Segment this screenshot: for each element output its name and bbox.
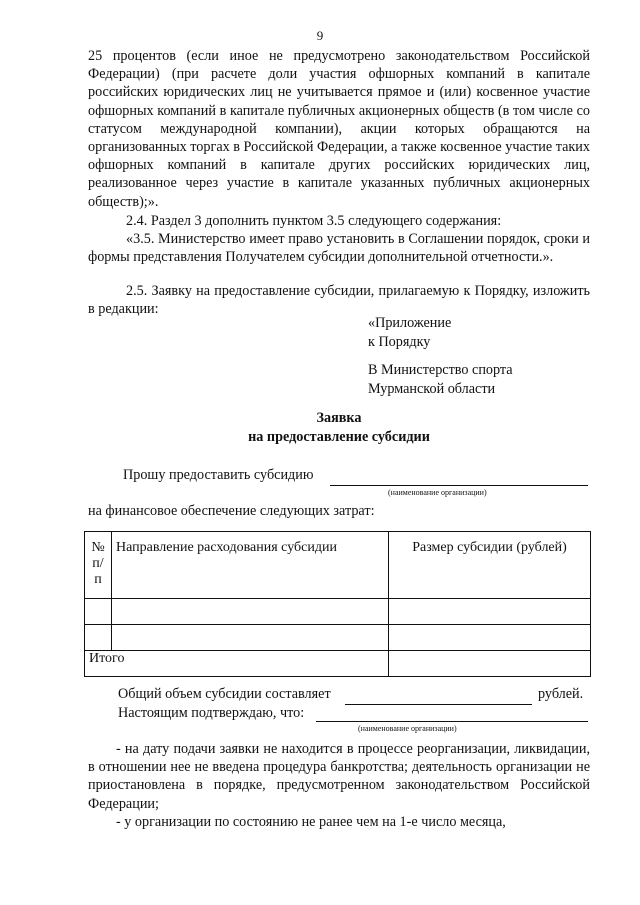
table-row	[85, 599, 591, 625]
table-cell[interactable]	[85, 599, 112, 625]
paragraph-2-4-text: 2.4. Раздел 3 дополнить пунктом 3.5 следующего содержания:	[126, 213, 502, 229]
confirm-organization-field[interactable]	[316, 706, 588, 722]
paragraph-2-5	[88, 282, 590, 318]
for-costs-text: на финансовое обеспечение следующих затрат:	[88, 503, 375, 519]
table-cell[interactable]	[85, 625, 112, 651]
paragraph-3-5	[88, 230, 590, 266]
table-header-row	[85, 532, 591, 599]
appendix-line-1: «Приложение	[368, 315, 452, 331]
total-subsidy-text: Общий объем субсидии составляет	[118, 686, 331, 702]
total-amount-cell[interactable]	[389, 651, 591, 677]
addressee-line-2: Мурманской области	[368, 380, 496, 397]
organization-name-field[interactable]	[330, 468, 588, 486]
table-cell[interactable]	[389, 599, 591, 625]
paragraph-continuation: 25 процентов (если иное не предусмотрено законодательством Российской Федерации) (при расчете доли участия офшорных компаний в капитале российских юридических лиц не учитывается прямое и (или) косвенное участие офшорных компаний в капитале публичных акционерных обществ (в том числе со статусом международной компании), акции которых обращаются на организованных торгах в Российской Федерации, а также косвенное участие таких офшорных компаний в капитале других российских юридических лиц, реализованное через участие в капитале указанных публичных акционерных обществ);».	[88, 48, 590, 210]
form-title-line-2: на предоставление субсидии	[248, 428, 430, 445]
addressee-line-1: В Министерство спорта	[368, 362, 513, 378]
table-cell[interactable]	[112, 625, 389, 651]
form-title-line-1: Заявка	[316, 410, 362, 426]
bullet-reorganization	[88, 740, 590, 813]
appendix-label	[368, 314, 451, 351]
paragraph-2-5-text: 2.5. Заявку на предоставление субсидии, прилагаемую к Порядку, изложить в редакции:	[88, 283, 590, 318]
appendix-line-2: к Порядку	[368, 333, 431, 350]
page-number: 9	[316, 28, 324, 43]
total-amount-field[interactable]	[345, 688, 532, 705]
bullet-debt	[88, 813, 590, 831]
rubles-label: рублей.	[538, 686, 584, 702]
paragraph-3-5-text: «3.5. Министерство имеет право установить в Соглашении порядок, сроки и формы представления Получателем субсидии дополнительной отчетности.».	[88, 231, 590, 266]
addressee-block	[368, 361, 513, 398]
table-total-row	[85, 651, 591, 677]
col-header-number: № п/п	[85, 532, 112, 599]
col-header-amount: Размер субсидии (рублей)	[389, 532, 591, 599]
table-cell[interactable]	[112, 599, 389, 625]
paragraph-2-4	[88, 212, 590, 230]
table-row	[85, 625, 591, 651]
confirm-organization-hint: (наименование организации)	[358, 724, 457, 733]
request-text: Прошу предоставить субсидию	[123, 467, 314, 483]
organization-name-hint: (наименование организации)	[388, 488, 487, 497]
total-label: Итого	[85, 651, 389, 677]
bullet-reorganization-text: - на дату подачи заявки не находится в процессе реорганизации, ликвидации, в отношении нее не введена процедура банкротства; деятельность организации не приостановлена в порядке, предусмотренном законодательством Российской Федерации;	[88, 741, 590, 812]
subsidy-table	[84, 531, 591, 677]
table-cell[interactable]	[389, 625, 591, 651]
form-title	[88, 409, 590, 446]
col-header-direction: Направление расходования субсидии	[112, 532, 389, 599]
bullet-debt-text: - у организации по состоянию не ранее чем на 1-е число месяца,	[116, 814, 506, 830]
confirm-text: Настоящим подтверждаю, что:	[118, 705, 305, 721]
